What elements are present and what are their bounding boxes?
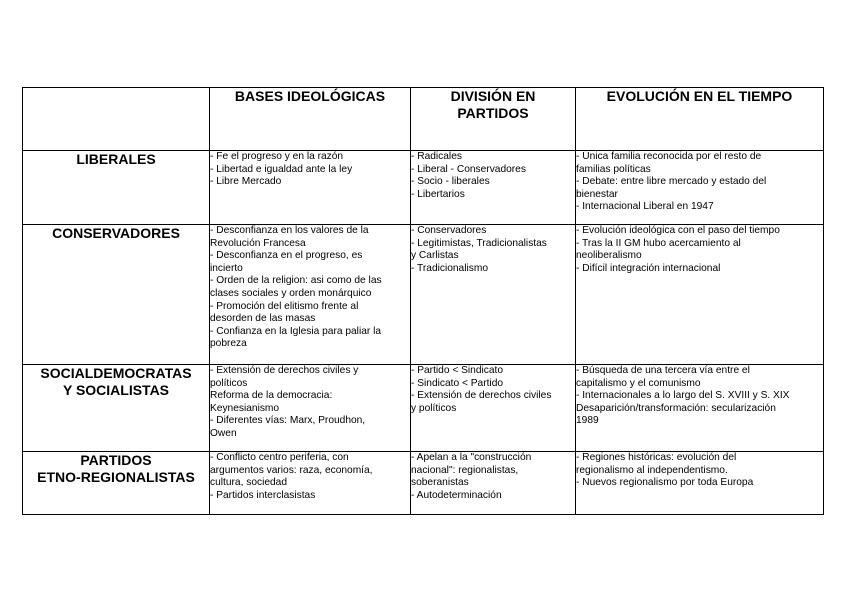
cell-evolucion-conservadores bbox=[576, 225, 824, 365]
cell-bases-liberales bbox=[210, 151, 411, 225]
cell-line: - Difícil integración internacional bbox=[576, 262, 721, 274]
cell-line: - Radicales bbox=[411, 151, 462, 162]
political-families-table bbox=[22, 87, 824, 515]
cell-line: 1989 bbox=[576, 415, 599, 427]
cell-line: - Fe el progreso y en la razón bbox=[210, 151, 344, 162]
cell-evolucion-socialdemocratas bbox=[576, 365, 824, 452]
cell-division-etno-regionalistas bbox=[411, 452, 576, 515]
cell-line: - Libertad e igualdad ante la ley bbox=[210, 163, 353, 175]
cell-line: - Desconfianza en los valores de la bbox=[210, 225, 369, 236]
cell-line: - Regiones históricas: evolución del bbox=[576, 452, 737, 463]
cell-line: - Internacional Liberal en 1947 bbox=[576, 201, 714, 213]
cell-line: - Orden de la religion: asi como de las bbox=[210, 275, 382, 287]
cell-line: - Diferentes vías: Marx, Proudhon, bbox=[210, 415, 366, 427]
row-label-line: ETNO-REGIONALISTAS bbox=[37, 469, 195, 485]
header-bases-ideologicas: BASES IDEOLÓGICAS bbox=[210, 88, 411, 151]
cell-line: y Carlistas bbox=[411, 250, 459, 262]
cell-line: Reforma de la democracia: bbox=[210, 390, 333, 402]
row-label-socialdemocratas bbox=[23, 365, 210, 452]
cell-line: - Partido < Sindicato bbox=[411, 365, 504, 376]
cell-line: familias políticas bbox=[576, 163, 651, 175]
cell-line: - Partidos interclasistas bbox=[210, 489, 316, 501]
cell-line: - Libertarios bbox=[411, 188, 465, 200]
cell-line: - Conservadores bbox=[411, 225, 487, 236]
cell-bases-socialdemocratas bbox=[210, 365, 411, 452]
cell-line: - Búsqueda de una tercera vía entre el bbox=[576, 365, 750, 376]
cell-line: - Nuevos regionalismo por toda Europa bbox=[576, 477, 754, 489]
row-label-line: SOCIALDEMOCRATAS bbox=[40, 365, 192, 381]
cell-line: - Socio - liberales bbox=[411, 176, 490, 188]
cell-line: - Extensión de derechos civiles y bbox=[210, 365, 359, 376]
cell-line: Desaparición/transformación: secularización bbox=[576, 402, 776, 414]
table-row-liberales bbox=[23, 151, 824, 225]
cell-division-conservadores bbox=[411, 225, 576, 365]
row-label-conservadores bbox=[23, 225, 210, 365]
cell-division-socialdemocratas bbox=[411, 365, 576, 452]
cell-line: - Conflicto centro periferia, con bbox=[210, 452, 349, 463]
cell-bases-etno-regionalistas bbox=[210, 452, 411, 515]
table-row-socialdemocratas bbox=[23, 365, 824, 452]
cell-line: políticos bbox=[210, 377, 248, 389]
header-empty-cell bbox=[23, 88, 210, 151]
cell-line: nacional": regionalistas, bbox=[411, 464, 519, 476]
cell-bases-conservadores bbox=[210, 225, 411, 365]
cell-line: pobreza bbox=[210, 338, 247, 350]
cell-evolucion-liberales bbox=[576, 151, 824, 225]
cell-line: Revolución Francesa bbox=[210, 237, 306, 249]
cell-line: cultura, sociedad bbox=[210, 477, 288, 489]
cell-line: - Internacionales a lo largo del S. XVIII y S. XIX bbox=[576, 390, 790, 402]
cell-evolucion-etno-regionalistas bbox=[576, 452, 824, 515]
cell-line: regionalismo al independentismo. bbox=[576, 464, 728, 476]
header-row bbox=[23, 88, 824, 151]
row-label-line: CONSERVADORES bbox=[52, 225, 180, 241]
cell-line: y políticos bbox=[411, 402, 457, 414]
cell-line: - Promoción del elitismo frente al bbox=[210, 300, 359, 312]
row-label-liberales bbox=[23, 151, 210, 225]
cell-division-liberales bbox=[411, 151, 576, 225]
header-division-en-partidos: DIVISIÓN EN PARTIDOS bbox=[411, 88, 576, 151]
cell-line: - Debate: entre libre mercado y estado del bbox=[576, 176, 767, 188]
row-label-line: Y SOCIALISTAS bbox=[62, 382, 170, 398]
cell-line: - Única familia reconocida por el resto de bbox=[576, 151, 762, 162]
cell-line: - Extensión de derechos civiles bbox=[411, 390, 552, 402]
cell-line: - Tradicionalismo bbox=[411, 262, 488, 274]
header-evolucion-en-el-tiempo: EVOLUCIÓN EN EL TIEMPO bbox=[576, 88, 824, 151]
cell-line: - Libre Mercado bbox=[210, 176, 282, 188]
cell-line: - Sindicato < Partido bbox=[411, 377, 504, 389]
cell-line: incierto bbox=[210, 262, 243, 274]
cell-line: capitalismo y el comunismo bbox=[576, 377, 701, 389]
cell-line: bienestar bbox=[576, 188, 618, 200]
cell-line: desorden de las masas bbox=[210, 313, 316, 325]
row-label-line: PARTIDOS bbox=[80, 452, 152, 468]
cell-line: - Legitimistas, Tradicionalistas bbox=[411, 237, 547, 249]
cell-line: neoliberalismo bbox=[576, 250, 642, 262]
table-row-etno-regionalistas bbox=[23, 452, 824, 515]
cell-line: soberanistas bbox=[411, 477, 469, 489]
table-row-conservadores bbox=[23, 225, 824, 365]
cell-line: - Liberal - Conservadores bbox=[411, 163, 526, 175]
cell-line: argumentos varios: raza, economía, bbox=[210, 464, 373, 476]
cell-line: clases sociales y orden monárquico bbox=[210, 287, 372, 299]
cell-line: - Autodeterminación bbox=[411, 489, 502, 501]
cell-line: Owen bbox=[210, 427, 237, 439]
cell-line: - Confianza en la Iglesia para paliar la bbox=[210, 325, 382, 337]
cell-line: - Apelan a la "construcción bbox=[411, 452, 532, 463]
cell-line: Keynesianismo bbox=[210, 402, 280, 414]
cell-line: - Tras la II GM hubo acercamiento al bbox=[576, 237, 741, 249]
row-label-line: LIBERALES bbox=[76, 151, 156, 167]
cell-line: - Evolución ideológica con el paso del tiempo bbox=[576, 225, 780, 236]
cell-line: - Desconfianza en el progreso, es bbox=[210, 250, 363, 262]
row-label-etno-regionalistas bbox=[23, 452, 210, 515]
